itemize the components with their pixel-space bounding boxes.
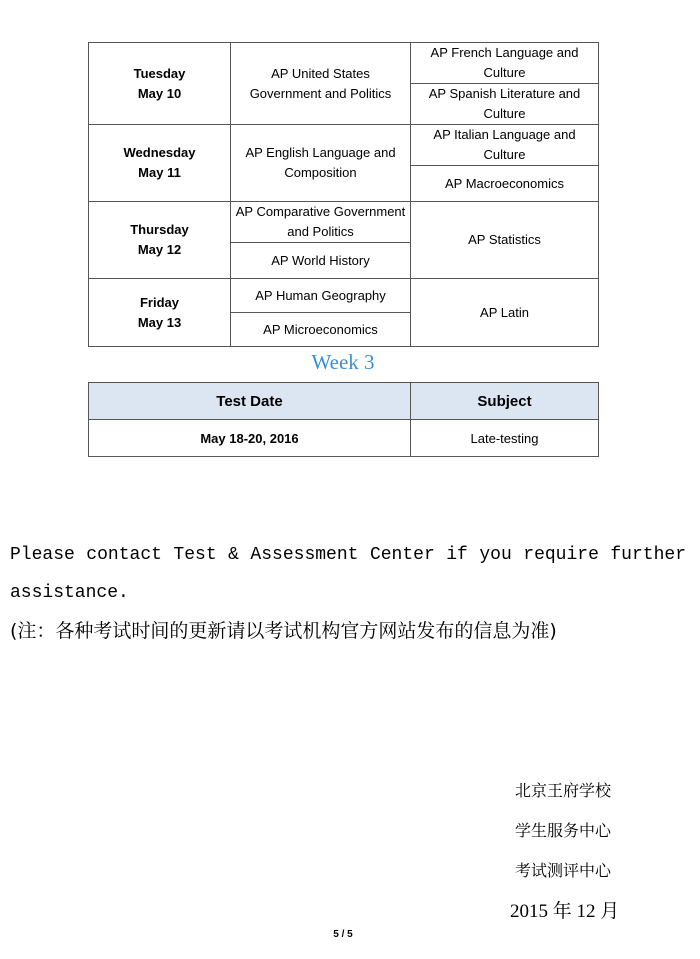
day-name: Wednesday — [123, 145, 196, 160]
table-row — [89, 279, 599, 313]
subject-cell: AP Latin — [411, 279, 599, 347]
table-row — [89, 202, 599, 243]
subject-cell: Late-testing — [411, 420, 599, 457]
table-row — [89, 43, 599, 84]
day-cell — [89, 125, 231, 202]
subject-cell: AP Comparative Government and Politics — [231, 202, 411, 243]
signature-center: 考试测评中心 — [515, 861, 612, 880]
day-name: Tuesday — [133, 65, 186, 81]
subject-cell: AP English Language and Composition — [231, 125, 411, 202]
subject-cell: AP Statistics — [411, 202, 599, 279]
day-cell — [89, 202, 231, 279]
table-row — [89, 420, 599, 457]
week2-schedule-table — [88, 42, 599, 347]
day-cell — [89, 43, 231, 125]
table-header-row — [89, 383, 599, 420]
subject-cell: AP Italian Language and Culture — [411, 125, 599, 166]
page-number: 5 / 5 — [333, 929, 353, 940]
subject-cell: AP Human Geography — [231, 279, 411, 313]
day-name: Friday — [139, 294, 179, 310]
contact-paragraph: Please contact Test & Assessment Center if you require further assistance. — [10, 545, 686, 603]
signature-school: 北京王府学校 — [515, 781, 612, 800]
day-cell — [89, 279, 231, 347]
week3-table — [88, 382, 599, 457]
subject-cell: AP United States Government and Politics — [231, 43, 411, 125]
signature-date: 2015 年 12 月 — [510, 901, 620, 922]
subject-cell: AP Macroeconomics — [411, 166, 599, 202]
column-header-subject: Subject — [411, 383, 599, 420]
subject-cell: AP World History — [231, 243, 411, 279]
signature-department: 学生服务中心 — [515, 821, 612, 840]
subject-cell: AP French Language and Culture — [411, 43, 599, 84]
table-row — [89, 125, 599, 166]
note-paragraph: (注：各种考试时间的更新请以考试机构官方网站发布的信息为准) — [10, 620, 557, 642]
day-date: May 11 — [138, 165, 181, 180]
day-date: May 13 — [137, 314, 182, 330]
week3-heading: Week 3 — [311, 350, 375, 374]
day-name: Thursday — [130, 222, 189, 237]
subject-cell: AP Microeconomics — [231, 313, 411, 347]
day-date: May 10 — [137, 85, 182, 101]
column-header-test-date: Test Date — [89, 383, 411, 420]
test-date-cell: May 18-20, 2016 — [89, 420, 411, 457]
subject-cell: AP Spanish Literature and Culture — [411, 84, 599, 125]
day-date: May 12 — [137, 242, 182, 257]
